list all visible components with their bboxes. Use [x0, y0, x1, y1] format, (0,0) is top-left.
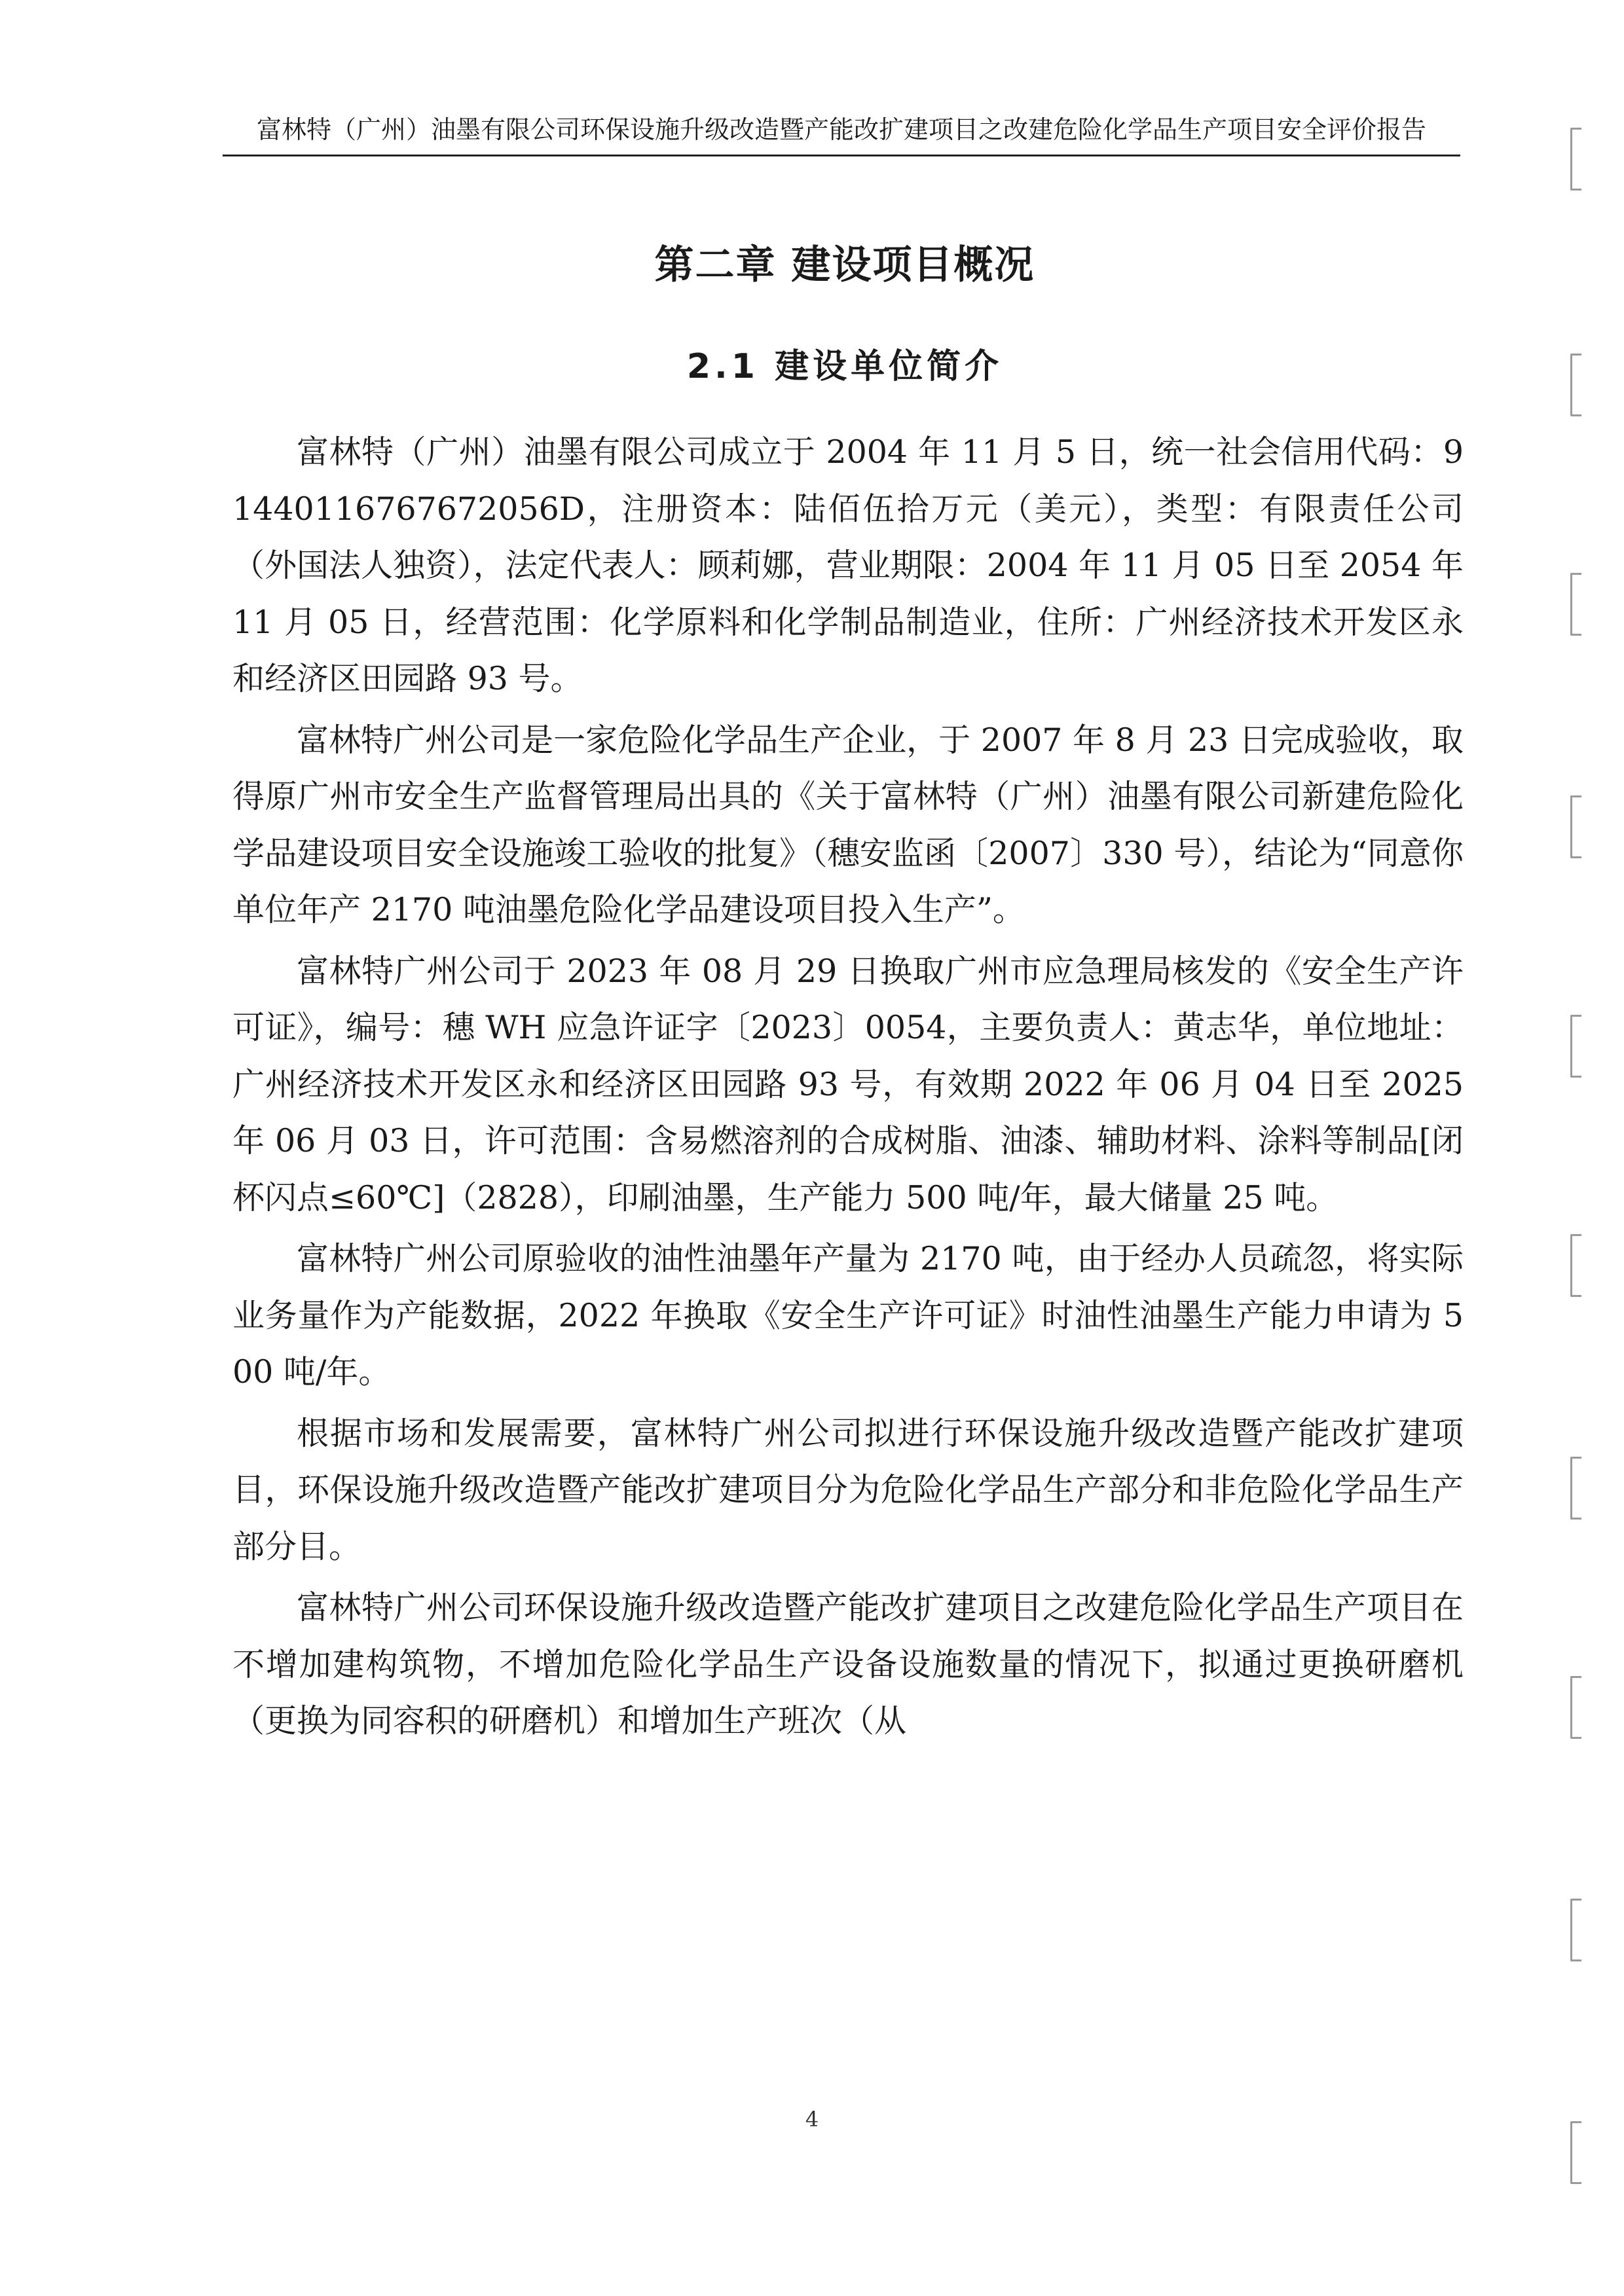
paragraph-company-info: 富林特（广州）油墨有限公司成立于 2004 年 11 月 5 日，统一社会信用代码：91440116767672056D，注册资本：陆佰伍拾万元（美元），类型：有限责任公司（外国法人独资），法定代表人：顾莉娜，营业期限：2004 年 11 月 05 日至 2054 年 11 月 05 日，经营范围：化学原料和化学制品制造业，住所：广州经济技术开发区永和经济区田园路 93 号。 [232, 433, 1464, 697]
paragraph-safety-license: 富林特广州公司于 2023 年 08 月 29 日换取广州市应急理局核发的《安全生产许可证》，编号：穗 WH 应急许证字〔2023〕0054，主要负责人：黄志华，单位地址：广州经济技术开发区永和经济区田园路 93 号，有效期 2022 年 06 月 04 日至 2025 年 06 月 03 日，许可范围：含易燃溶剂的合成树脂、油漆、辅助材料、涂料等制品[闭杯闪点≤60℃]（2828），印刷油墨，生产能力 500 吨/年，最大储量 25 吨。 [232, 952, 1464, 1216]
paragraph-capacity-note: 富林特广州公司原验收的油性油墨年产量为 2170 吨，由于经办人员疏忽，将实际业务量作为产能数据，2022 年换取《安全生产许可证》时油性油墨生产能力申请为 500 吨/年。 [232, 1240, 1464, 1391]
chapter-title: 第二章 建设项目概况 [654, 242, 1035, 288]
binding-mark [1570, 795, 1581, 858]
section-title: 2.1 建设单位简介 [686, 347, 1003, 386]
binding-mark [1570, 128, 1581, 191]
paragraph-project-detail: 富林特广州公司环保设施升级改造暨产能改扩建项目之改建危险化学品生产项目在不增加建构筑物，不增加危险化学品生产设备设施数量的情况下，拟通过更换研磨机（更换为同容积的研磨机）和增加生产班次（从 [232, 1589, 1464, 1740]
binding-mark [1570, 1676, 1581, 1739]
binding-mark [1570, 1015, 1581, 1078]
binding-mark [1570, 1457, 1581, 1520]
running-header: 富林特（广州）油墨有限公司环保设施升级改造暨产能改扩建项目之改建危险化学品生产项目安全评价报告 [256, 115, 1426, 144]
page-number: 4 [805, 2107, 819, 2132]
paragraph-project-plan: 根据市场和发展需要，富林特广州公司拟进行环保设施升级改造暨产能改扩建项目，环保设施升级改造暨产能改扩建项目分为危险化学品生产部分和非危险化学品生产部分目。 [232, 1414, 1464, 1565]
binding-mark [1570, 2121, 1581, 2184]
binding-mark [1570, 1899, 1581, 1961]
paragraph-acceptance: 富林特广州公司是一家危险化学品生产企业，于 2007 年 8 月 23 日完成验收，取得原广州市安全生产监督管理局出具的《关于富林特（广州）油墨有限公司新建危险化学品建设项目安全设施竣工验收的批复》（穗安监函〔2007〕330 号），结论为“同意你单位年产 2170 吨油墨危险化学品建设项目投入生产”。 [232, 721, 1464, 928]
header-divider [223, 155, 1460, 156]
binding-mark [1570, 1234, 1581, 1297]
binding-mark [1570, 354, 1581, 416]
body-text [232, 424, 1464, 1755]
binding-mark [1570, 573, 1581, 636]
